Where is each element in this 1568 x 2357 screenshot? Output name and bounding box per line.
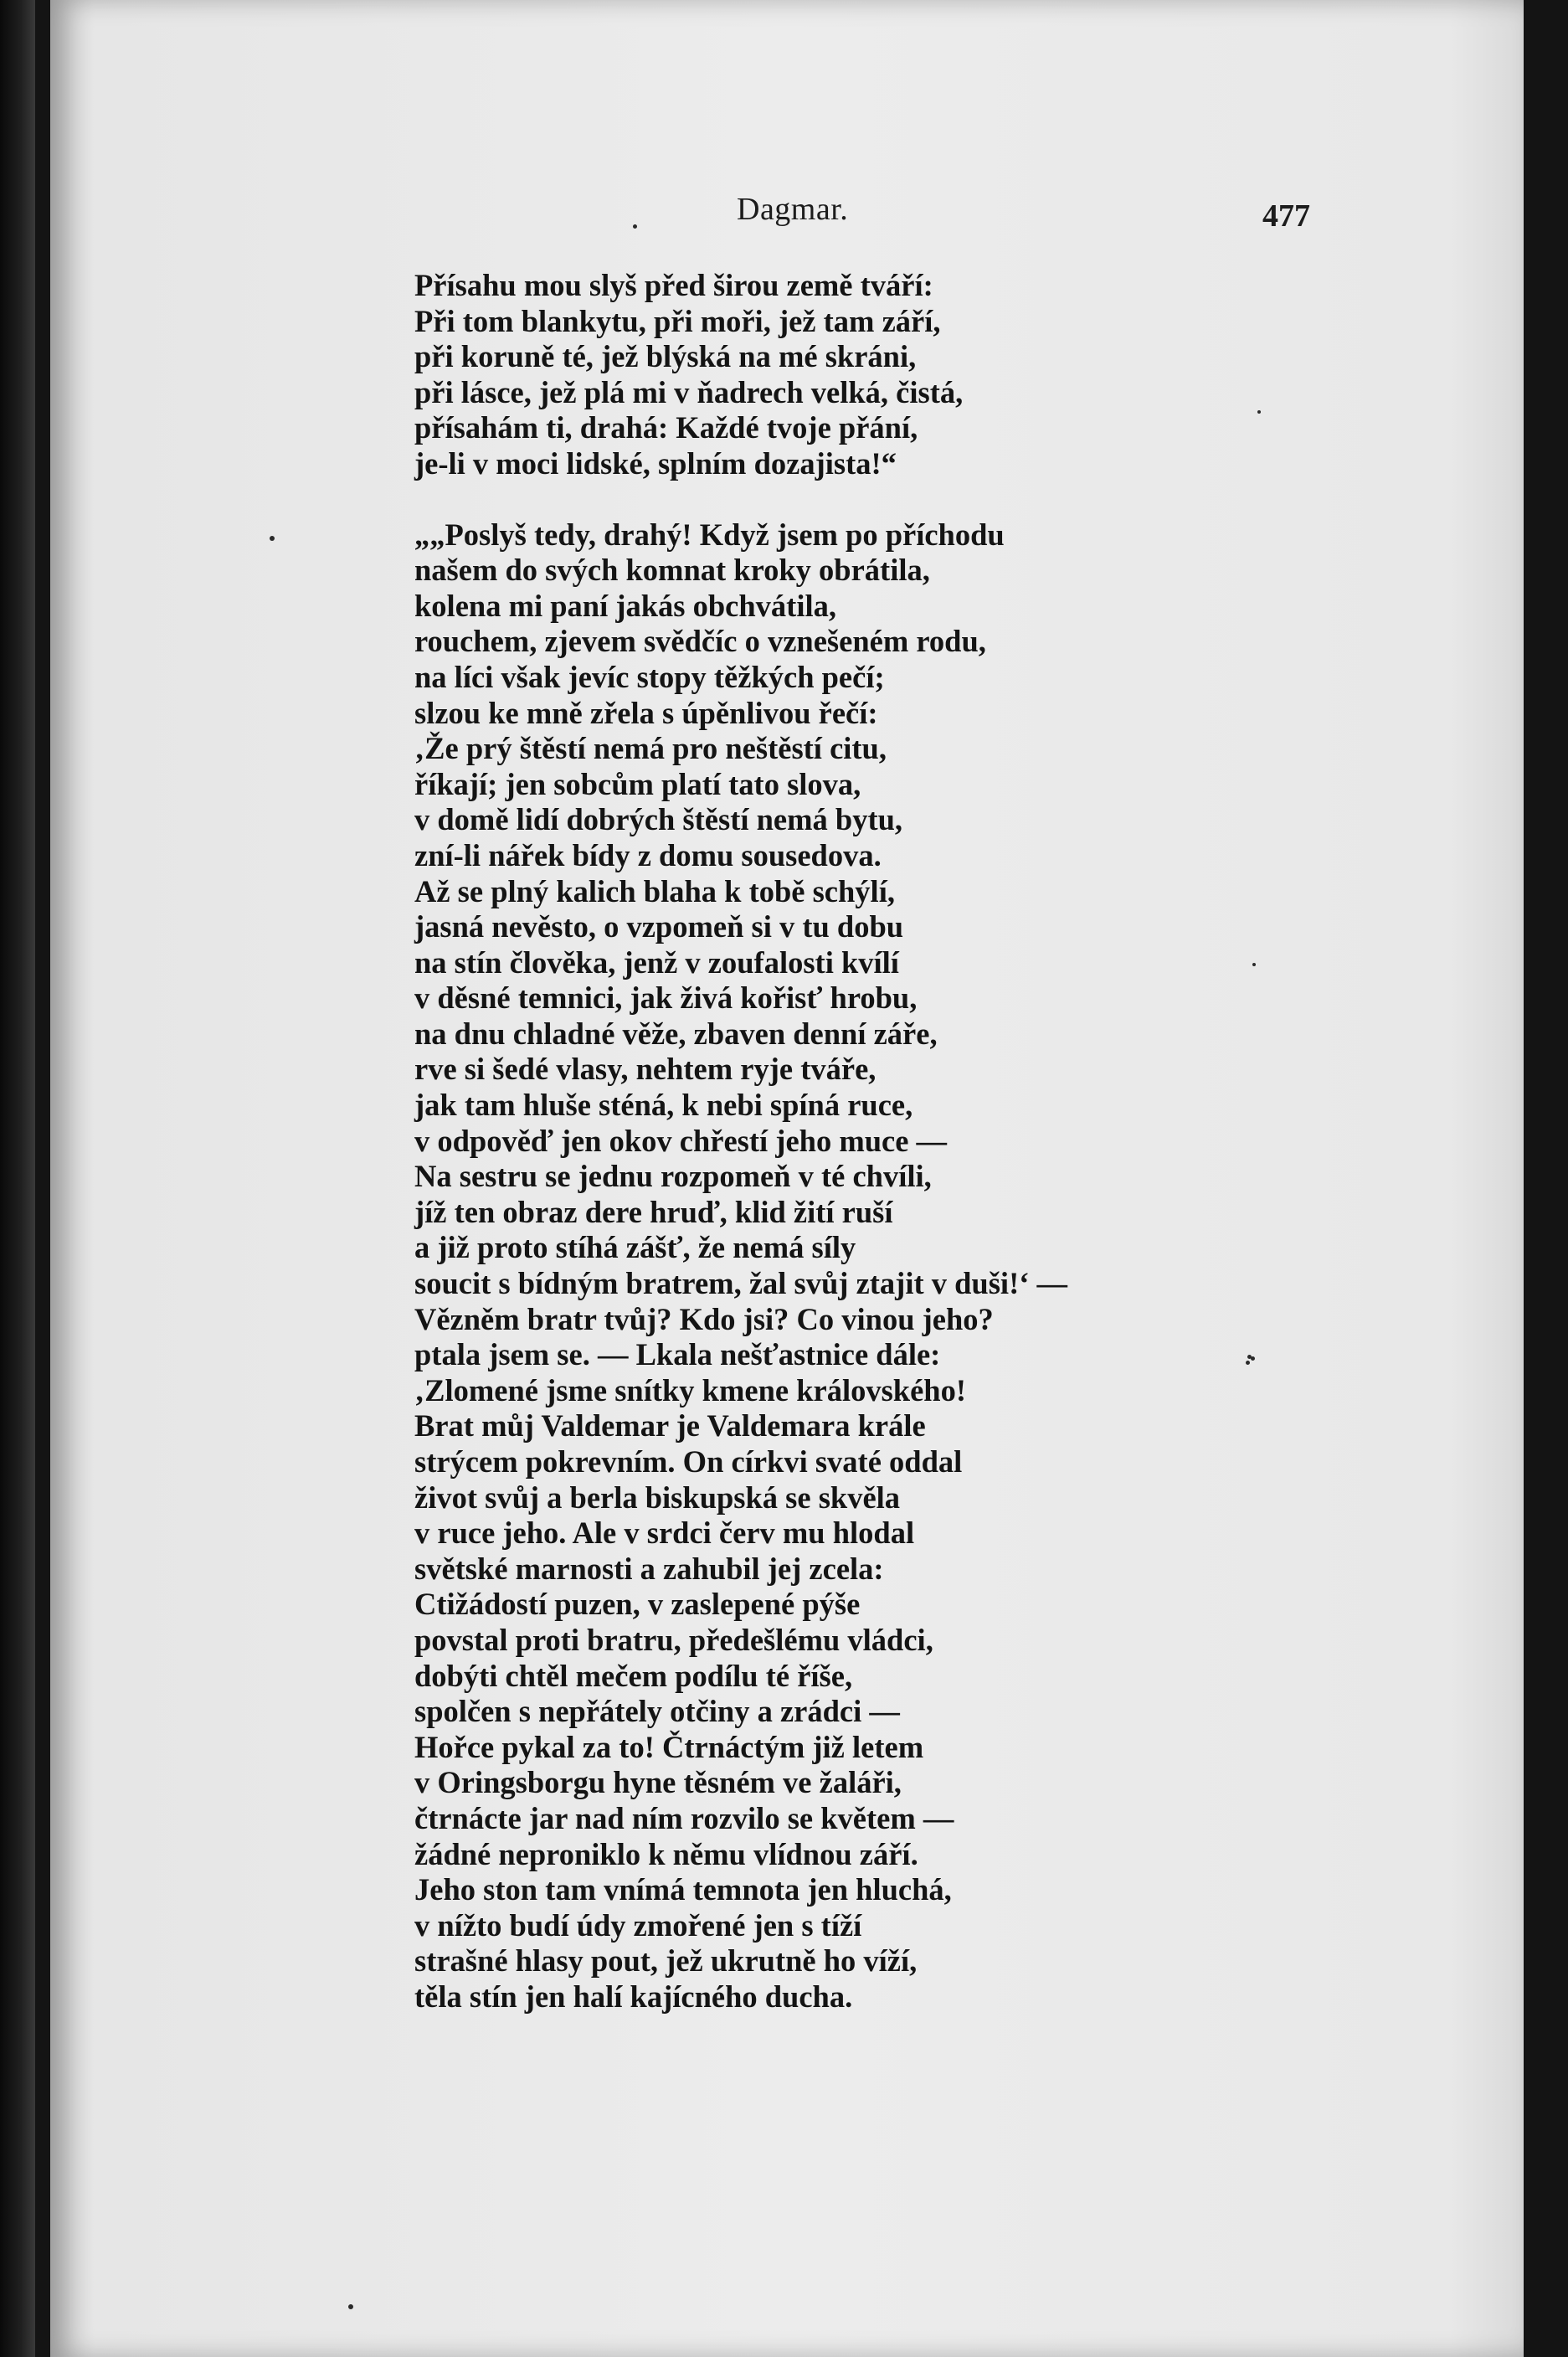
verse-line: strýcem pokrevním. On církvi svaté oddal (414, 1444, 963, 1479)
verse-line: ‚Zlomené jsme snítky kmene královského! (414, 1372, 967, 1408)
page-number: 477 (1262, 198, 1310, 234)
verse-line: Brat můj Valdemar je Valdemara krále (414, 1408, 926, 1444)
verse-line: jíž ten obraz dere hruď, klid žití ruší (414, 1194, 893, 1229)
verse-line: Ctižádostí puzen, v zaslepené pýše (414, 1587, 861, 1622)
verse-line: v odpověď jen okov chřestí jeho muce — (414, 1123, 948, 1158)
verse-line: zní-li nářek bídy z domu sousedova. (414, 837, 882, 872)
verse-line: jak tam hluše sténá, k nebi spíná ruce, (414, 1088, 913, 1123)
scan-speck (1246, 1361, 1250, 1365)
verse-line: život svůj a berla biskupská se skvěla (414, 1480, 901, 1515)
verse-line: strašné hlasy pout, jež ukrutně ho víží, (414, 1943, 918, 1979)
verse-line: přísahám ti, drahá: Každé tvoje přání, (414, 410, 918, 445)
verse-line: na líci však jevíc stopy těžkých pečí; (414, 659, 885, 694)
stanza (414, 268, 1369, 482)
scan-speck (1252, 963, 1256, 966)
verse-line: spolčen s nepřátely otčiny a zrádci — (414, 1694, 900, 1729)
verse-line: Na sestru se jednu rozpomeň v té chvíli, (414, 1159, 932, 1194)
verse-line: rve si šedé vlasy, nehtem ryje tváře, (414, 1052, 877, 1087)
verse-line: Vězněm bratr tvůj? Kdo jsi? Co vinou jeho? (414, 1301, 994, 1336)
verse-line: slzou ke mně zřela s úpěnlivou řečí: (414, 695, 878, 730)
verse-line: říkají; jen sobcům platí tato slova, (414, 766, 861, 801)
verse-line: kolena mi paní jakás obchvátila, (414, 588, 836, 623)
verse-line: těla stín jen halí kajícného ducha. (414, 1979, 853, 2014)
verse-line: dobýti chtěl mečem podílu té říše, (414, 1658, 853, 1693)
scan-speck (348, 2304, 353, 2309)
book-spine-shadow (0, 0, 35, 2357)
verse-line: žádné neproniklo k němu vlídnou září. (414, 1836, 918, 1871)
verse-line: soucit s bídným bratrem, žal svůj ztajit v duši!‘ — (414, 1266, 1068, 1301)
verse-line: Hořce pykal za to! Čtrnáctým již letem (414, 1729, 924, 1764)
book-page (50, 0, 1524, 2357)
scan-speck (1251, 1356, 1255, 1361)
verse-line: světské marnosti a zahubil jej zcela: (414, 1551, 884, 1586)
verse-line: na stín člověka, jenž v zoufalosti kvílí (414, 944, 899, 980)
stanza (414, 517, 1369, 2015)
verse-line: je-li v moci lidské, splním dozajista!“ (414, 445, 897, 481)
verse-line: na dnu chladné věže, zbaven denní záře, (414, 1016, 938, 1051)
verse-line: „„Poslyš tedy, drahý! Když jsem po příchodu (414, 517, 1005, 552)
verse-line: v Oringsborgu hyne těsném ve žaláři, (414, 1765, 902, 1800)
page-header (50, 191, 1524, 241)
verse-line: rouchem, zjevem svědčíc o vznešeném rodu, (414, 624, 986, 659)
verse-line: ‚Že prý štěstí nemá pro neštěstí citu, (414, 731, 887, 766)
verse-line: jasná nevěsto, o vzpomeň si v tu dobu (414, 909, 904, 944)
scan-speck (1257, 410, 1261, 414)
verse-line: povstal proti bratru, předešlému vládci, (414, 1622, 933, 1657)
verse-line: a již proto stíhá zášť, že nemá síly (414, 1230, 856, 1265)
verse-line: Přísahu mou slyš před širou země tváří: (414, 268, 933, 302)
verse-line: Až se plný kalich blaha k tobě schýlí, (414, 873, 895, 908)
verse-line: v děsné temnici, jak živá kořisť hrobu, (414, 980, 918, 1016)
scan-speck (270, 536, 275, 541)
verse-line: při koruně té, jež blýská na mé skráni, (414, 339, 917, 374)
verse-line: v nížto budí údy zmořené jen s tíží (414, 1907, 862, 1943)
running-head: Dagmar. (737, 192, 849, 227)
verse-line: našem do svých komnat kroky obrátila, (414, 553, 930, 588)
verse-line: ptala jsem se. — Lkala nešťastnice dále: (414, 1337, 941, 1372)
verse-line: Jeho ston tam vnímá temnota jen hluchá, (414, 1872, 952, 1907)
poem-body (414, 268, 1369, 2015)
verse-line: v ruce jeho. Ale v srdci červ mu hlodal (414, 1516, 915, 1551)
verse-line: Při tom blankytu, při moři, jež tam září, (414, 303, 941, 338)
scan-speck (633, 224, 637, 229)
verse-line: v domě lidí dobrých štěstí nemá bytu, (414, 802, 903, 837)
verse-line: při lásce, jež plá mi v ňadrech velká, čistá, (414, 374, 964, 409)
verse-line: čtrnácte jar nad ním rozvilo se květem — (414, 1800, 954, 1835)
